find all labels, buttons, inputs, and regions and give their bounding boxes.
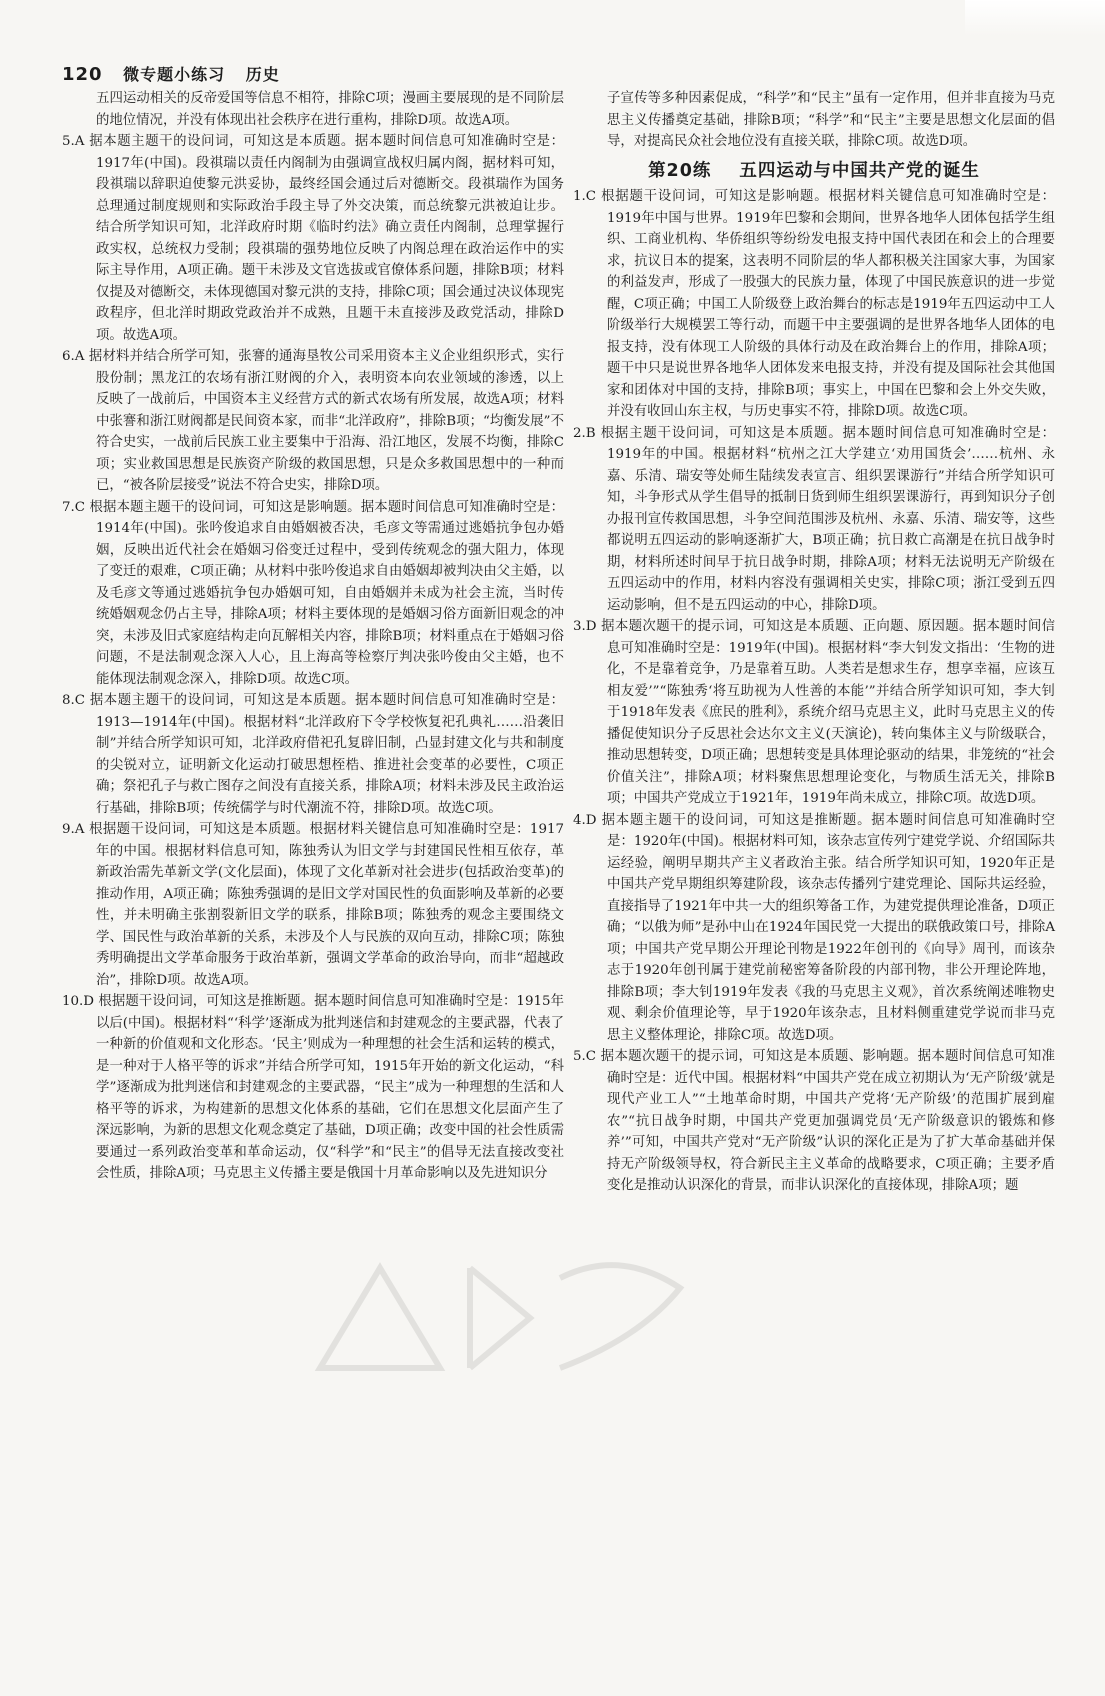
- continuation-text: 五四运动相关的反帝爱国等信息不相符，排除C项；漫画主要展现的是不同阶层的地位情况，并没有体现出社会秩序在进行重构，排除D项。故选A项。: [96, 91, 564, 128]
- page-header: [62, 62, 280, 85]
- answer-item-4: 4.D 据本题主题干的设问词，可知这是推断题。据本题时间信息可知准确时空是：1920年(中国)。根据材料可知，该杂志宣传列宁建党学说、介绍国际共运经验，阐明早期共产主义者政治主张。结合所学知识可知，1920年正是中国共产党早期组织筹建阶段，该杂志传播列宁建党理论、国际共运经验，直接指导了1921年中共一大的组织筹备工作，为建党提供理论准备，D项正确；“以俄为师”是孙中山在1924年国民党一大提出的联俄政策口号，排除A项；中国共产党早期公开理论刊物是1922年创刊的《向导》周刊，而该杂志于1920年创刊属于建党前秘密筹备阶段的内部刊物，非公开理论阵地，排除B项；李大钊1919年发表《我的马克思主义观》，首次系统阐述唯物史观、剩余价值理论等，早于1920年该杂志，且材料侧重建党学说而非马克思主义整体理论，排除C项。故选D项。: [573, 812, 1055, 1043]
- answer-item-3: 3.D 据本题次题干的提示词，可知这是本质题、正向题、原因题。据本题时间信息可知准确时空是：1919年(中国)。根据材料“李大钊发文指出：‘生物的进化，不是靠着竞争，乃是靠着互助。人类若是想求生存，想享幸福，应该互相友爱’”“陈独秀‘将互助视为人性善的本能’”并结合所学知识可知，李大钊于1918年发表《庶民的胜利》，系统介绍马克思主义，此时马克思主义的传播促使知识分子反思社会达尔文主义(天演论)，转向集体主义与阶级联合，推动思想转变，D项正确；思想转变是具体理论驱动的结果，非笼统的“社会价值关注”，排除A项；材料聚焦思想理论变化，与物质生活无关，排除B项；中国共产党成立于1921年，1919年尚未成立，排除C项。故选D项。: [573, 619, 1055, 806]
- right-column: [573, 88, 1055, 1197]
- answer-item-9: 9.A 根据题干设问词，可知这是本质题。根据材料关键信息可知准确时空是：1917年的中国。根据材料信息可知，陈独秀认为旧文学与封建国民性相互依存，革新政治需先革新文学(文化层面)，体现了文化革新对社会进步(包括政治变革)的推动作用，A项正确；陈独秀强调的是旧文学对国民性的负面影响及革新的必要性，并未明确主张割裂新旧文学的联系，排除B项；陈独秀的观念主要围绕文学、国民性与政治革新的关系，未涉及个人与民族的双向互动，排除C项；陈独秀明确提出文学革命服务于政治革新，强调文学革命的政治导向，而非“超越政治”，排除D项。故选A项。: [62, 822, 564, 988]
- watermark-graphic: [300, 1248, 720, 1398]
- answer-item-5: 5.A 据本题主题干的设问词，可知这是本质题。据本题时间信息可知准确时空是：1917年(中国)。段祺瑞以责任内阁制为由强调宣战权归属内阁，据材料可知，段祺瑞以辞职迫使黎元洪妥协，最终经国会通过后对德断交。段祺瑞作为国务总理通过制度规则和实际政治手段主导了外交决策，而总统黎元洪被迫让步。结合所学知识可知，北洋政府时期《临时约法》确立责任内阁制，总理掌握行政实权，总统权力受制；段祺瑞的强势地位反映了内阁总理在政治运作中的实际主导作用，A项正确。题干未涉及文官选拔或官僚体系问题，排除B项；材料仅提及对德断交，未体现德国对黎元洪的支持，排除C项；国会通过决议体现宪政程序，但北洋时期政党政治并不成熟，且题干未直接涉及政党活动，排除D项。故选A项。: [62, 134, 564, 343]
- answer-item-10: 10.D 根据题干设问词，可知这是推断题。据本题时间信息可知准确时空是：1915年以后(中国)。根据材料“‘科学’逐渐成为批判迷信和封建观念的主要武器，代表了一种新的价值观和文化形态。‘民主’则成为一种理想的社会生活和运转的模式，是一种对于人格平等的诉求”并结合所学可知，1915年开始的新文化运动，“科学”逐渐成为批判迷信和封建观念的主要武器，“民主”成为一种理想的生活和人格平等的诉求，为构建新的思想文化体系的基础，它们在思想文化层面产生了深远影响，为新的思想文化观念奠定了基础，D项正确；改变中国的社会性质需要通过一系列政治变革和革命运动，仅“科学”和“民主”的倡导无法直接改变社会性质，排除A项；马克思主义传播主要是俄国十月革命影响以及先进知识分: [62, 994, 564, 1181]
- answer-item-6: 6.A 据材料并结合所学可知，张謇的通海垦牧公司采用资本主义企业组织形式，实行股份制；黑龙江的农场有浙江财阀的介入，表明资本向农业领域的渗透，以上反映了一战前后，中国资本主义经营方式的新式农场有所发展，故选A项；材料中张謇和浙江财阀都是民间资本家，而非“北洋政府”，排除B项；“均衡发展”不符合史实，一战前后民族工业主要集中于沿海、沿江地区，发展不均衡，排除C项；实业救国思想是民族资产阶级的救国思想，只是众多救国思想中的一种而已，“被各阶层接受”说法不符合史实，排除D项。: [62, 349, 564, 493]
- page-number: 120: [62, 64, 103, 85]
- section-number: 第20练: [648, 160, 712, 181]
- answer-item-2: 2.B 根据主题干设问词，可知这是本质题。据本题时间信息可知准确时空是：1919年的中国。根据材料“杭州之江大学建立‘劝用国货会’……杭州、永嘉、乐清、瑞安等处师生陆续发表宣言、组织罢课游行”并结合所学知识可知，斗争形式从学生倡导的抵制日货到师生组织罢课游行，再到知识分子创办报刊宣传救国思想，斗争空间范围涉及杭州、永嘉、乐清、瑞安等，这些都说明五四运动的影响逐渐扩大，B项正确；抗日救亡高潮是在抗日战争时期，材料所述时间早于抗日战争时期，排除A项；材料无法说明无产阶级在五四运动中的作用，材料内容没有强调相关史实，排除C项；浙江受到五四运动影响，但不是五四运动的中心，排除D项。: [573, 425, 1055, 613]
- continuation-text: 子宣传等多种因素促成，“科学”和“民主”虽有一定作用，但并非直接为马克思主义传播奠定基础，排除B项；“科学”和“民主”主要是思想文化层面的倡导，对提高民众社会地位没有直接关联，排除C项。故选D项。: [607, 91, 1055, 149]
- page-corner: [965, 0, 1105, 36]
- subject-label: 历史: [245, 65, 280, 84]
- answer-item-8: 8.C 据本题主题干的设问词，可知这是本质题。据本题时间信息可知准确时空是：1913—1914年(中国)。根据材料“北洋政府下令学校恢复祀孔典礼……沿袭旧制”并结合所学知识可知，北洋政府借祀孔复辟旧制，凸显封建文化与共和制度的尖锐对立，证明新文化运动打破思想桎梏、推进社会变革的必要性，C项正确；祭祀孔子与救亡图存之间没有直接关系，排除A项；材料未涉及民主政治运行基础，排除B项；传统儒学与时代潮流不符，排除D项。故选C项。: [62, 693, 564, 816]
- section-heading: [573, 161, 1055, 183]
- left-column: [62, 88, 564, 1185]
- answer-item-1: 1.C 根据题干设问词，可知这是影响题。根据材料关键信息可知准确时空是：1919年中国与世界。1919年巴黎和会期间，世界各地华人团体包括学生组织、工商业机构、华侨组织等纷纷发电报支持中国代表团在和会上的合理要求，抗议日本的提案，这表明不同阶层的华人都积极关注国家大事，为国家的利益发声，形成了一股强大的民族力量，体现了中国民族意识的进一步觉醒，C项正确；中国工人阶级登上政治舞台的标志是1919年五四运动中工人阶级举行大规模罢工等行动，而题干中主要强调的是世界各地华人团体的电报支持，没有体现工人阶级的具体行动及在政治舞台上的作用，排除A项；题干中只是说世界各地华人团体发来电报支持，并没有提及国际社会其他国家和团体对中国的支持，排除B项；事实上，中国在巴黎和会上外交失败，并没有收回山东主权，与历史事实不符，排除D项。故选C项。: [573, 189, 1055, 419]
- section-title: 五四运动与中国共产党的诞生: [739, 160, 980, 181]
- answer-item-7: 7.C 根据本题主题干的设问词，可知这是影响题。据本题时间信息可知准确时空是：1914年(中国)。张吟俊追求自由婚姻被否决，毛彦文等需通过逃婚抗争包办婚姻，反映出近代社会在婚姻习俗变迁过程中，受到传统观念的强大阻力，体现了变迁的艰难，C项正确；从材料中张吟俊追求自由婚姻却被判决由父主婚，以及毛彦文等通过逃婚抗争包办婚姻可知，自由婚姻并未成为社会主流，当时传统婚姻观念仍占主导，排除A项；材料主要体现的是婚姻习俗方面新旧观念的冲突，未涉及旧式家庭结构走向瓦解相关内容，排除B项；材料重点在于婚姻习俗问题，不是法制观念深入人心，且上海高等检察厅判决张吟俊由父主婚，也不能体现法制观念深入，排除D项。故选C项。: [62, 499, 564, 687]
- book-title: 微专题小练习: [123, 65, 226, 84]
- answer-item-5: 5.C 据本题次题干的提示词，可知这是本质题、影响题。据本题时间信息可知准确时空是：近代中国。根据材料“中国共产党在成立初期认为‘无产阶级’就是现代产业工人”“土地革命时期，中国共产党将‘无产阶级’的范围扩展到雇农”“抗日战争时期，中国共产党更加强调党员‘无产阶级意识的锻炼和修养’”可知，中国共产党对“无产阶级”认识的深化正是为了扩大革命基础并保持无产阶级领导权，符合新民主主义革命的战略要求，C项正确；主要矛盾变化是推动认识深化的背景，而非认识深化的直接体现，排除A项；题: [573, 1049, 1055, 1193]
